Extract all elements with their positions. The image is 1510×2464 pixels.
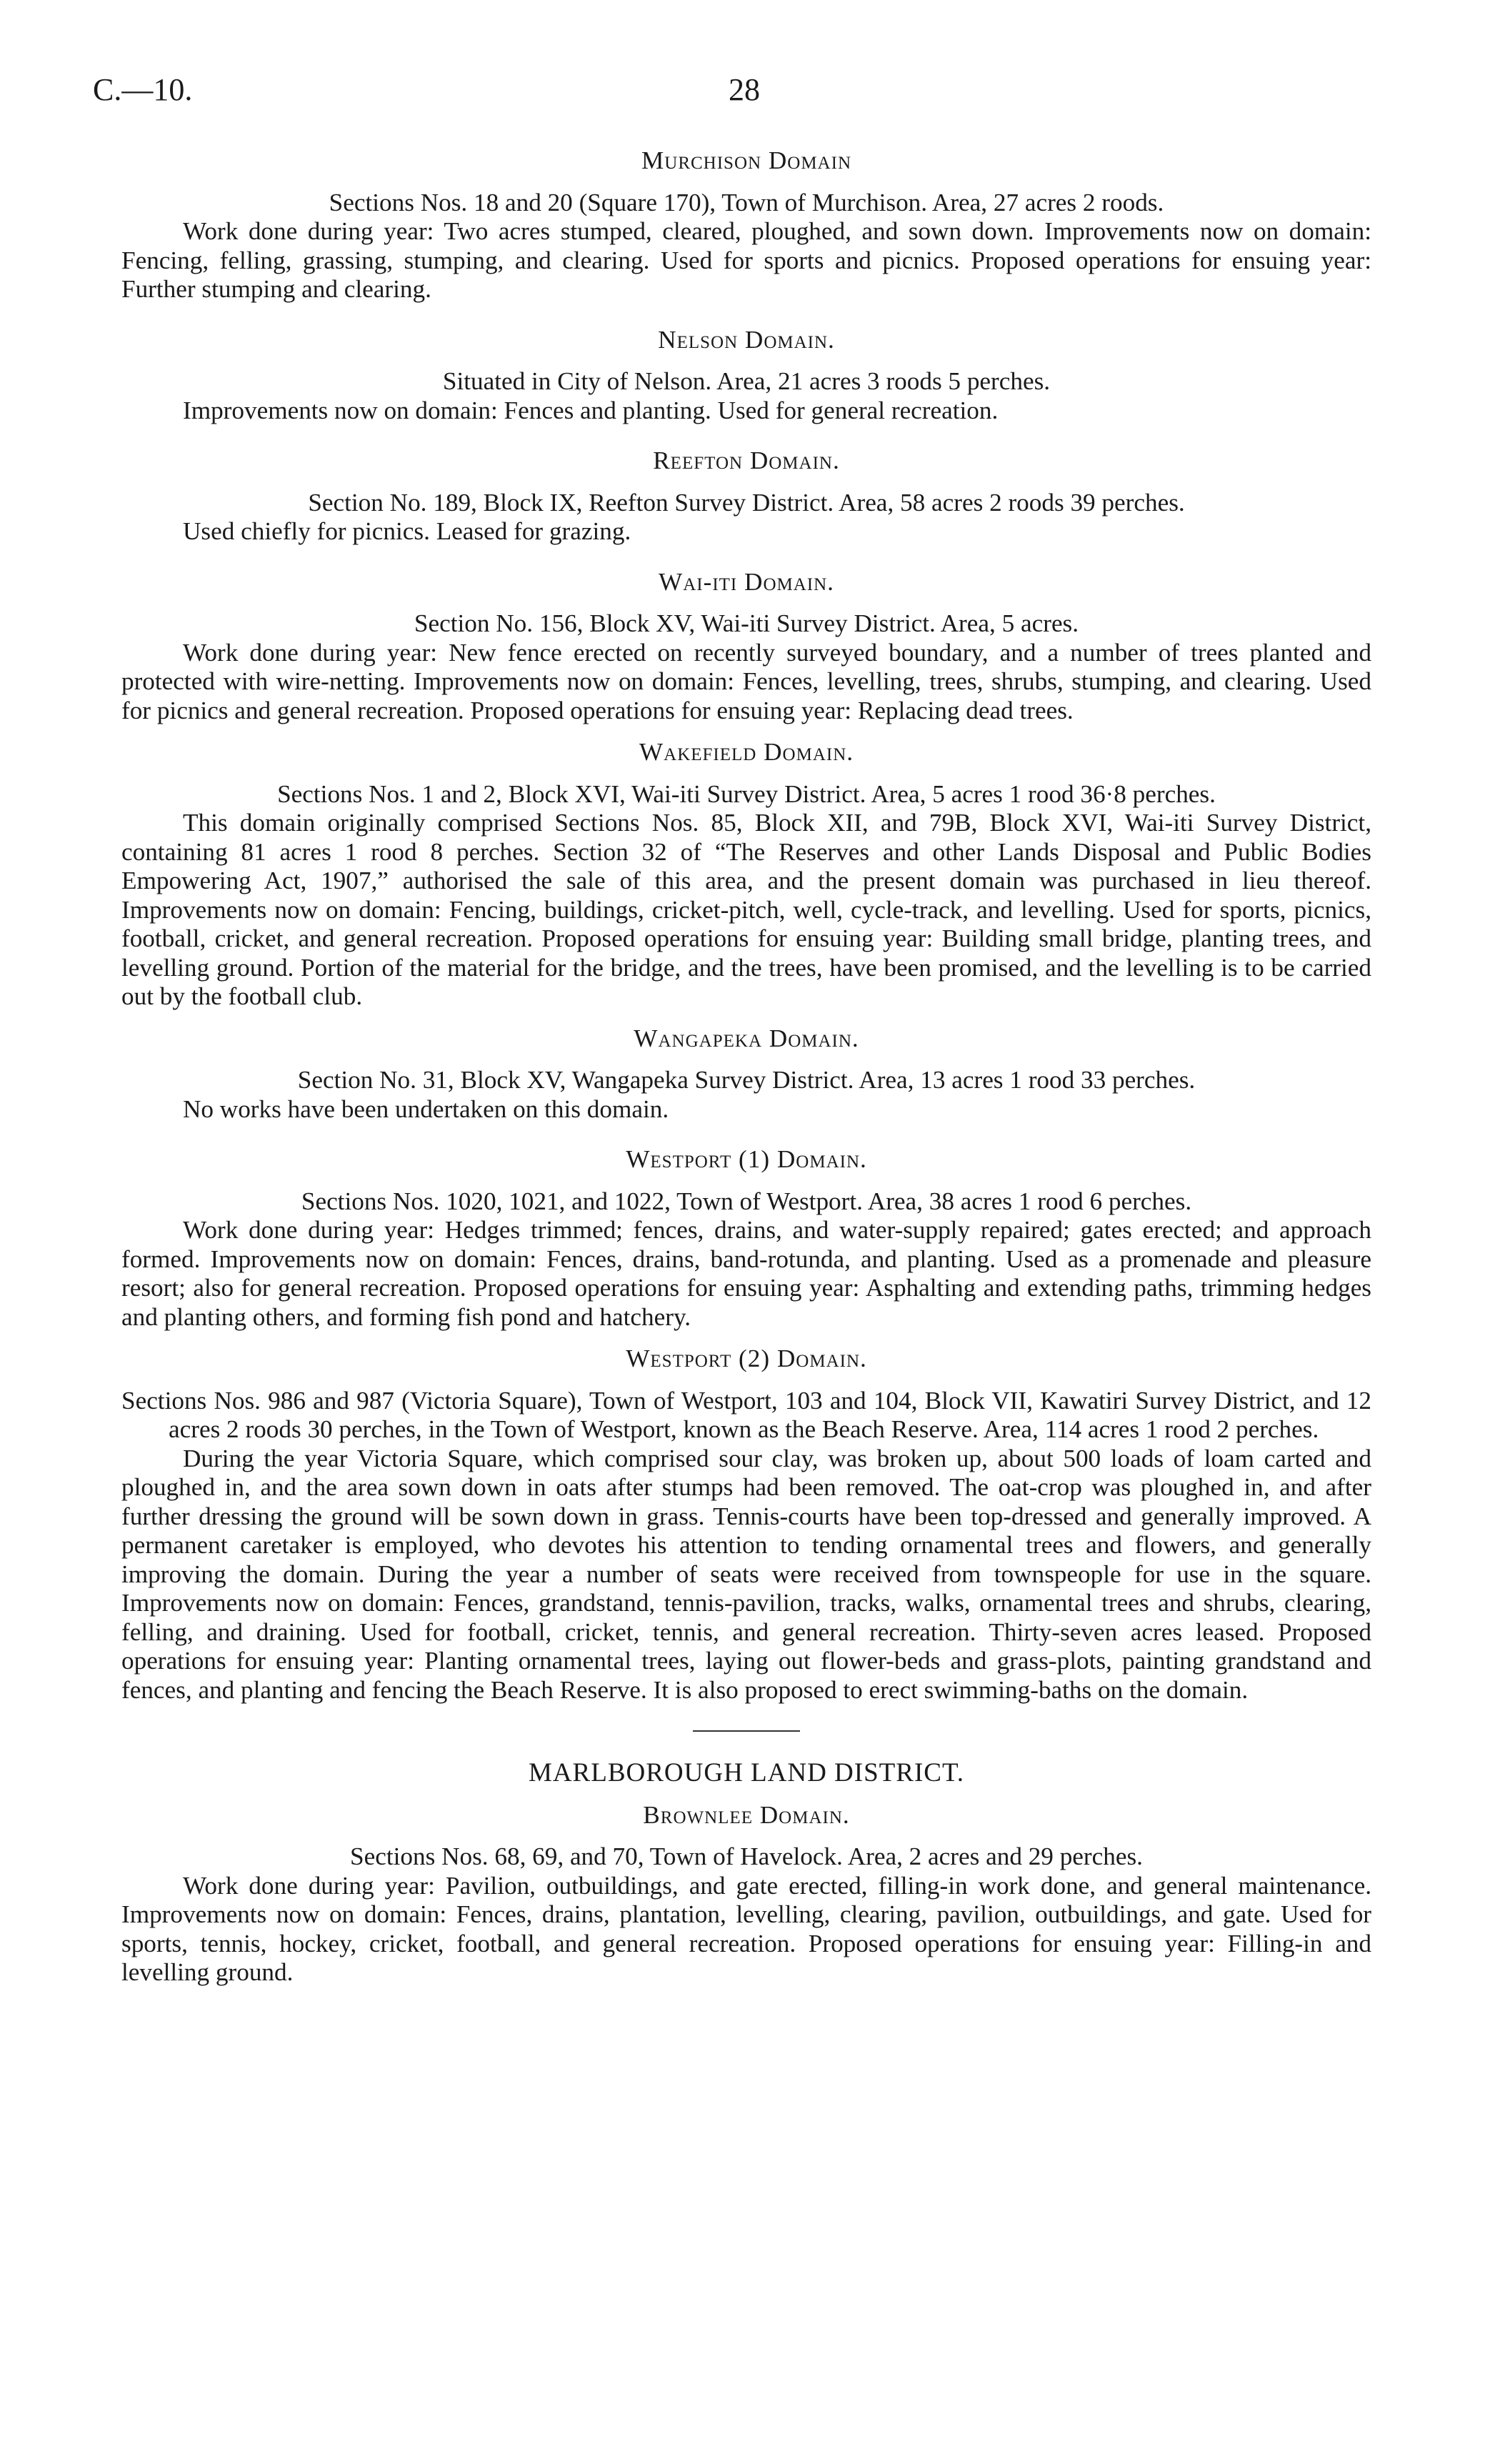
section-text-westport-1: Work done during year: Hedges trimmed; fences, drains, and water-supply repaired; gates erected; and approach formed. Improvements now on domain: Fences, drains, band-rotunda, and planting. Used as a promenade and pleasure resort; also for general recreation. Proposed operations for ensuing year: Asphalting and extending paths, trimming hedges and planting others, and forming fish pond and hatchery. (121, 1216, 1371, 1331)
district-title: MARLBOROUGH LAND DISTRICT. (528, 1758, 965, 1787)
section-title-brownlee: Brownlee Domain. (643, 1800, 850, 1829)
section-text-reefton: Used chiefly for picnics. Leased for grazing. (183, 517, 631, 545)
section-sub-waiiti: Section No. 156, Block XV, Wai-iti Survey District. Area, 5 acres. (414, 609, 1079, 637)
section-sub-wangapeka: Section No. 31, Block XV, Wangapeka Survey District. Area, 13 acres 1 rood 33 perches. (297, 1066, 1196, 1094)
section-text-nelson: Improvements now on domain: Fences and planting. Used for general recreation. (183, 396, 999, 424)
section-sub-wakefield: Sections Nos. 1 and 2, Block XVI, Wai-iti Survey District. Area, 5 acres 1 rood 36·8 perches. (277, 779, 1216, 808)
section-title-reefton: Reefton Domain. (653, 447, 840, 474)
section-sub-murchison: Sections Nos. 18 and 20 (Square 170), Town of Murchison. Area, 27 acres 2 roods. (329, 188, 1164, 216)
section-title-westport-2: Westport (2) Domain. (626, 1345, 867, 1372)
section-title-murchison: Murchison Domain (641, 146, 851, 174)
section-text-murchison: Work done during year: Two acres stumped, cleared, ploughed, and sown down. Improvements now on domain: Fencing, felling, grassing, stumping, and clearing. Used for sports and picnics. Proposed operations for ensuing year: Further stumping and clearing. (121, 217, 1371, 303)
section-text-waiiti: Work done during year: New fence erected on recently surveyed boundary, and a number of trees planted and protected with wire-netting. Improvements now on domain: Fences, levelling, trees, shrubs, stumping, and clearing. Used for picnics and general recreation. Proposed operations for ensuing year: Replacing dead trees. (121, 638, 1371, 724)
section-title-wakefield: Wakefield Domain. (639, 738, 854, 766)
section-sub-westport-1: Sections Nos. 1020, 1021, and 1022, Town of Westport. Area, 38 acres 1 rood 6 perches. (301, 1187, 1192, 1215)
section-text-wakefield: This domain originally comprised Sections Nos. 85, Block XII, and 79B, Block XVI, Wai-iti Survey District, containing 81 acres 1 rood 8 perches. Section 32 of “The Reserves and other Lands Disposal and Public Bodies Empowering Act, 1907,” authorised the sale of this area, and the present domain was purchased in lieu thereof. Improvements now on domain: Fencing, buildings, cricket-pitch, well, cycle-track, and levelling. Used for sports, picnics, football, cricket, and general recreation. Proposed operations for ensuing year: Building small bridge, planting trees, and levelling ground. Portion of the material for the bridge, and the trees, have been promised, and the levelling is to be carried out by the football club. (121, 809, 1371, 1010)
section-text-brownlee: Work done during year: Pavilion, outbuildings, and gate erected, filling-in work done, and general maintenance. Improvements now on domain: Fences, drains, plantation, levelling, clearing, pavilion, outbuildings, and gate. Used for sports, tennis, hockey, cricket, football, and general recreation. Proposed operations for ensuing year: Filling-in and levelling ground. (121, 1871, 1371, 1986)
section-text-westport-2: During the year Victoria Square, which comprised sour clay, was broken up, about 500 loads of loam carted and ploughed in, and the area sown down in oats after stumps had been removed. The oat-crop was ploughed in, and after further dressing the ground will be sown down in grass. Tennis-courts have been top-dressed and generally improved. A permanent caretaker is employed, who devotes his attention to tending ornamental trees and flowers, and generally improving the domain. During the year a number of seats were received from townspeople for use in the square. Improvements now on domain: Fences, grandstand, tennis-pavilion, tracks, walks, ornamental trees and shrubs, clearing, felling, and draining. Used for football, cricket, tennis, and general recreation. Thirty-seven acres leased. Proposed operations for ensuing year: Planting ornamental trees, laying out flower-beds and grass-plots, painting grandstand and fences, and planting and fencing the Beach Reserve. It is also proposed to erect swimming-baths on the domain. (121, 1444, 1371, 1704)
section-divider (693, 1730, 800, 1732)
page-number: 28 (729, 72, 760, 107)
document-body (121, 146, 1371, 1987)
section-title-waiiti: Wai-iti Domain. (659, 567, 834, 596)
section-sub-brownlee: Sections Nos. 68, 69, and 70, Town of Havelock. Area, 2 acres and 29 perches. (350, 1842, 1143, 1870)
section-sub-reefton: Section No. 189, Block IX, Reefton Survey District. Area, 58 acres 2 roods 39 perches. (308, 488, 1185, 517)
section-title-westport-1: Westport (1) Domain. (626, 1145, 867, 1173)
document-reference: C.—10. (93, 72, 193, 107)
section-sub-westport-2: Sections Nos. 986 and 987 (Victoria Square), Town of Westport, 103 and 104, Block VII, Kawatiri Survey District, and 12 acres 2 roods 30 perches, in the Town of Westport, known as the Beach Reserve. Area, 114 acres 1 rood 2 perches. (121, 1386, 1371, 1443)
section-title-wangapeka: Wangapeka Domain. (634, 1024, 859, 1052)
section-sub-nelson: Situated in City of Nelson. Area, 21 acres 3 roods 5 perches. (442, 367, 1051, 395)
section-text-wangapeka: No works have been undertaken on this domain. (183, 1094, 669, 1123)
section-title-nelson: Nelson Domain. (658, 325, 835, 354)
